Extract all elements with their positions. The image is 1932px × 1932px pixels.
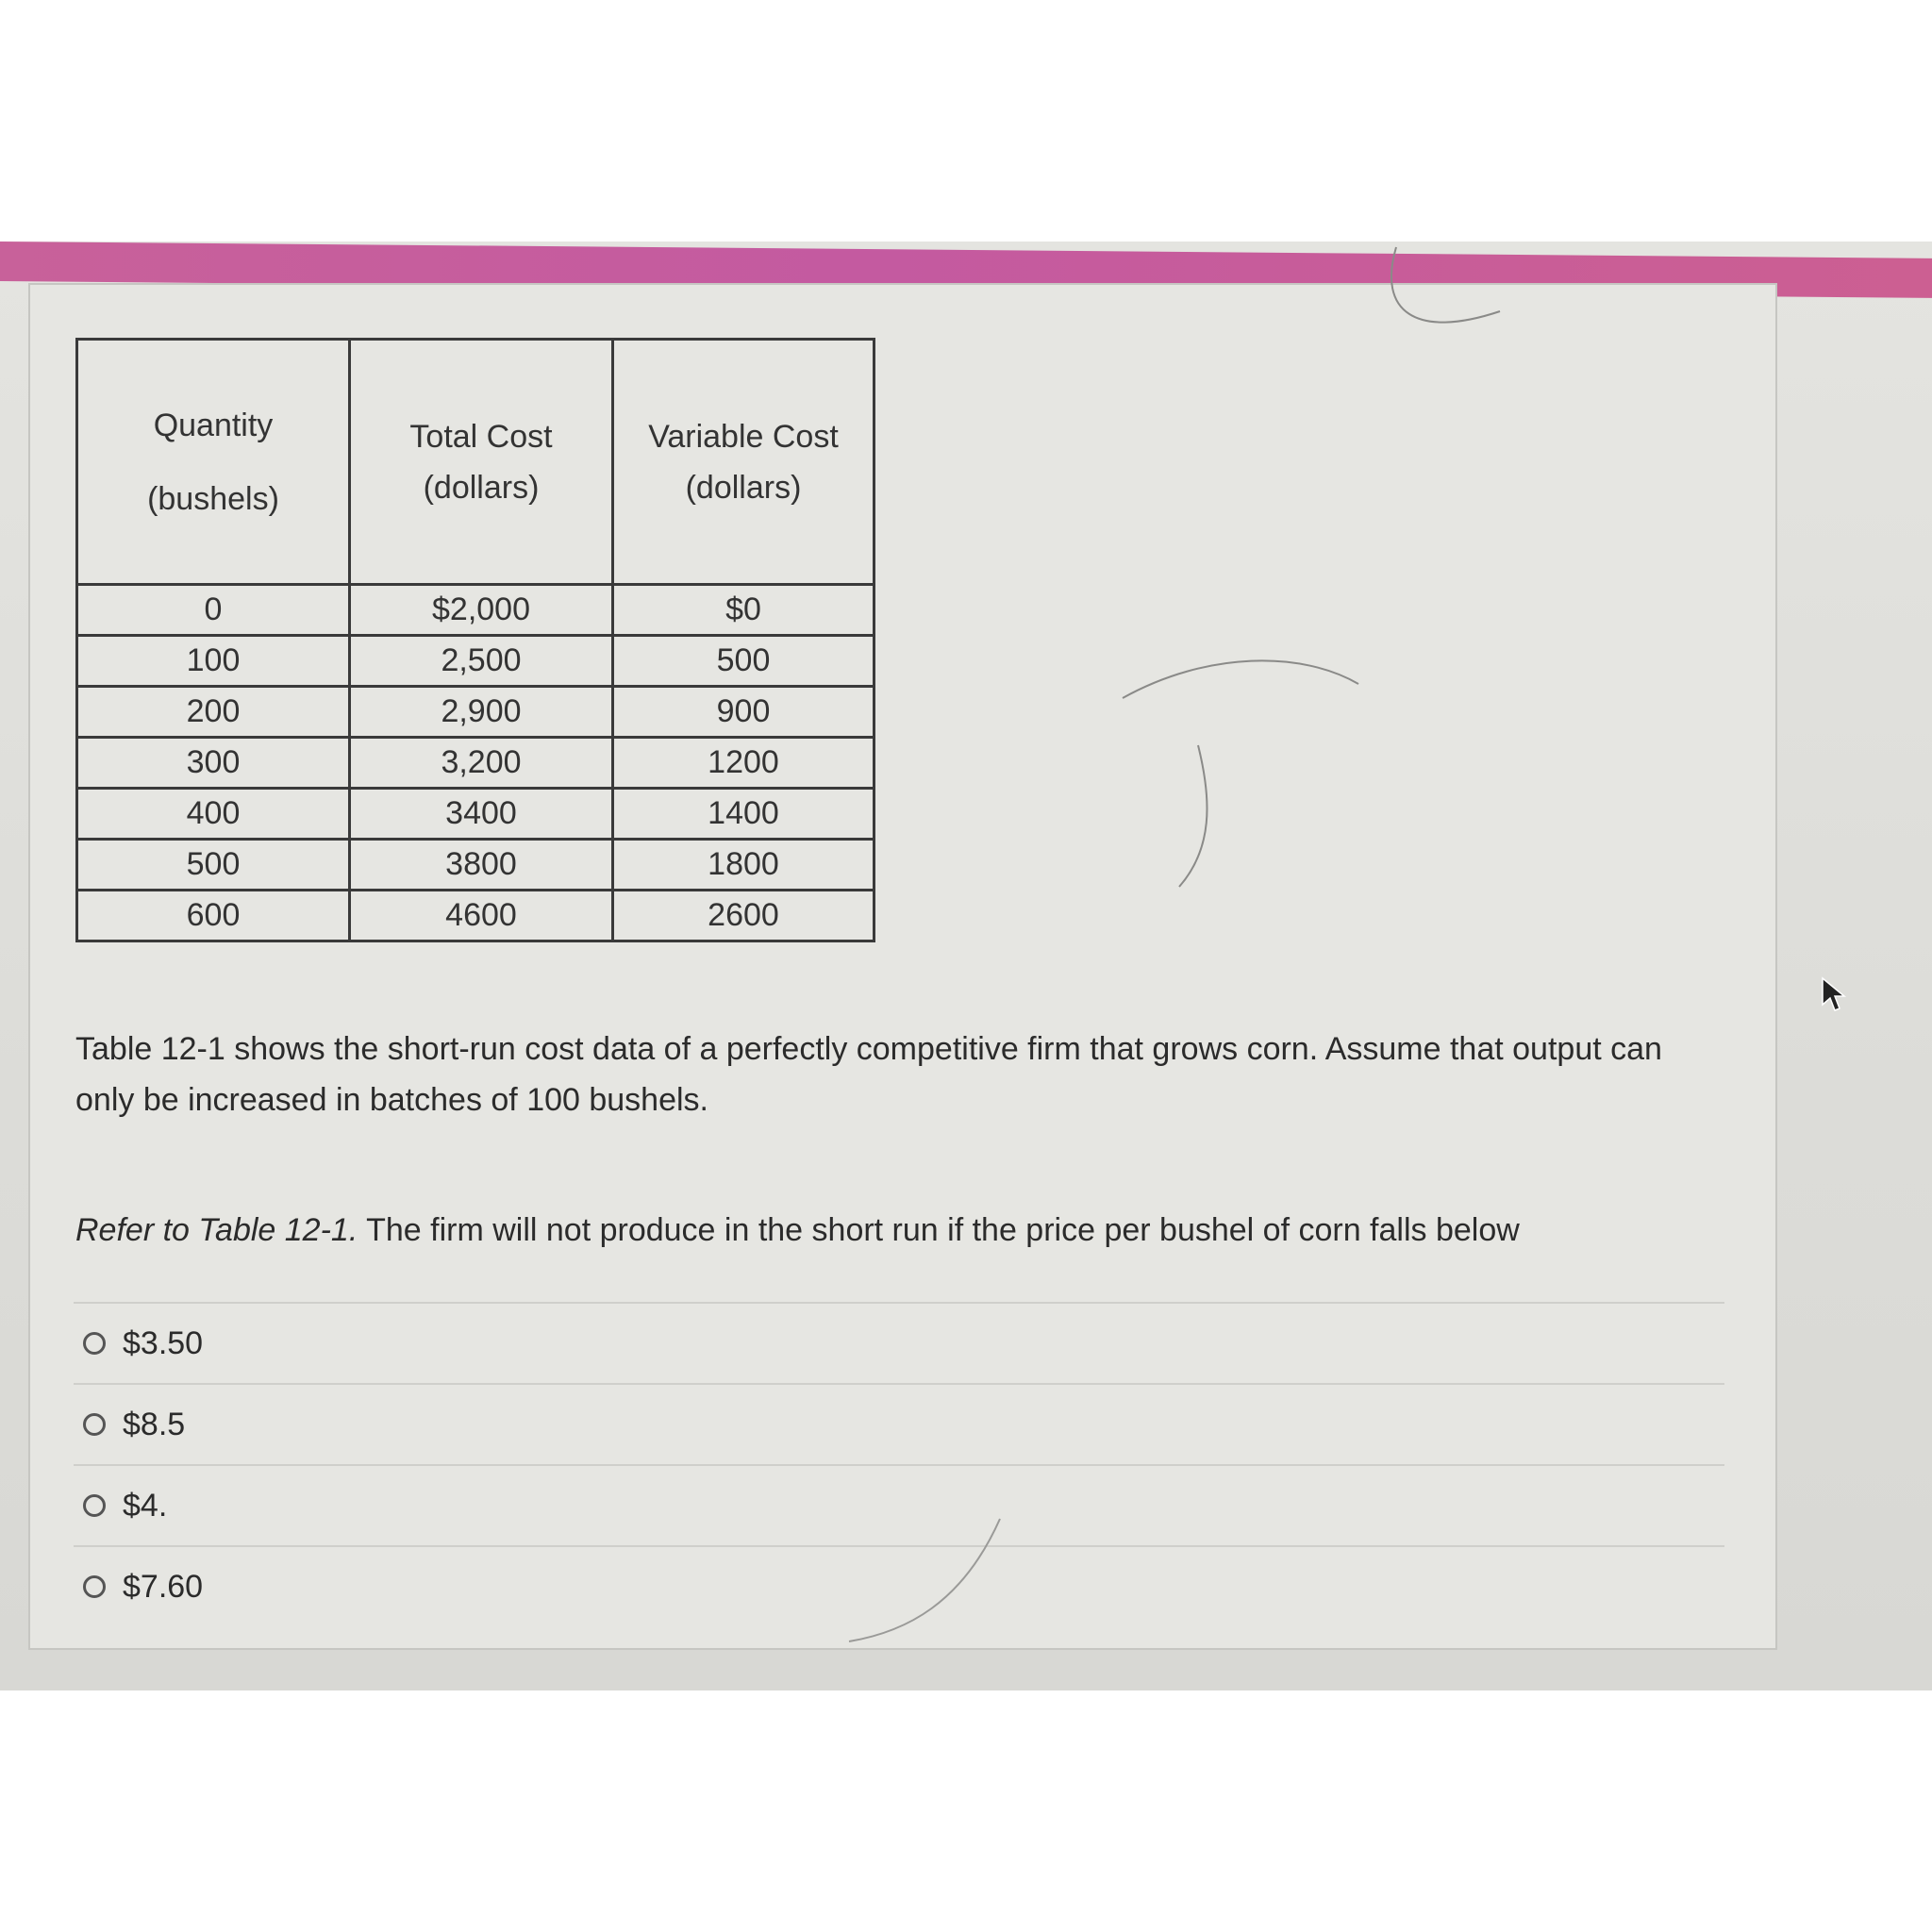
header-quantity [77, 340, 350, 585]
cell-total-cost: 3,200 [350, 738, 613, 789]
radio-button[interactable] [83, 1575, 106, 1598]
cell-total-cost: $2,000 [350, 585, 613, 636]
header-quantity-line2: (bushels) [147, 480, 279, 517]
table-row [77, 840, 874, 891]
question-text [75, 1209, 1698, 1251]
question-body: The firm will not produce in the short run if the price per bushel of corn falls below [358, 1212, 1520, 1248]
answer-options [74, 1302, 1724, 1626]
cell-quantity: 100 [77, 636, 350, 687]
answer-option[interactable] [74, 1302, 1724, 1383]
answer-option-label: $7.60 [123, 1568, 204, 1605]
cell-quantity: 300 [77, 738, 350, 789]
cell-variable-cost: 1800 [613, 840, 874, 891]
header-variable-cost [613, 340, 874, 585]
table-header-row [77, 340, 874, 585]
mouse-cursor-icon [1821, 976, 1849, 1014]
answer-option-label: $3.50 [123, 1324, 204, 1361]
cell-quantity: 500 [77, 840, 350, 891]
cell-quantity: 600 [77, 891, 350, 941]
table-row [77, 738, 874, 789]
answer-option-label: $4. [123, 1487, 168, 1524]
header-variable-cost-line1: Variable Cost [648, 418, 839, 455]
cell-total-cost: 4600 [350, 891, 613, 941]
cell-total-cost: 2,900 [350, 687, 613, 738]
table-description: Table 12-1 shows the short-run cost data of a perfectly competitive firm that grows corn. Assume that output can only be increased in batches of 100 bushels. [75, 1031, 1662, 1118]
cell-total-cost: 2,500 [350, 636, 613, 687]
cell-variable-cost: 2600 [613, 891, 874, 941]
cell-total-cost: 3800 [350, 840, 613, 891]
answer-option-label: $8.5 [123, 1406, 186, 1442]
header-total-cost [350, 340, 613, 585]
table-row [77, 789, 874, 840]
answer-option[interactable] [74, 1545, 1724, 1626]
cell-quantity: 0 [77, 585, 350, 636]
table-row [77, 636, 874, 687]
cell-variable-cost: 500 [613, 636, 874, 687]
cell-variable-cost: $0 [613, 585, 874, 636]
table-row [77, 687, 874, 738]
header-quantity-line1: Quantity [153, 407, 274, 443]
cell-quantity: 200 [77, 687, 350, 738]
answer-option[interactable] [74, 1383, 1724, 1464]
question-reference: Refer to Table 12-1. [75, 1212, 358, 1248]
header-total-cost-line1: Total Cost [409, 418, 553, 455]
radio-button[interactable] [83, 1413, 106, 1436]
cell-variable-cost: 900 [613, 687, 874, 738]
answer-option[interactable] [74, 1464, 1724, 1545]
cell-total-cost: 3400 [350, 789, 613, 840]
cell-quantity: 400 [77, 789, 350, 840]
header-total-cost-line2: (dollars) [423, 469, 540, 506]
cell-variable-cost: 1200 [613, 738, 874, 789]
cost-table [75, 338, 875, 942]
table-row [77, 585, 874, 636]
cell-variable-cost: 1400 [613, 789, 874, 840]
table-row [77, 891, 874, 941]
radio-button[interactable] [83, 1494, 106, 1517]
radio-button[interactable] [83, 1332, 106, 1355]
header-variable-cost-line2: (dollars) [685, 469, 802, 506]
